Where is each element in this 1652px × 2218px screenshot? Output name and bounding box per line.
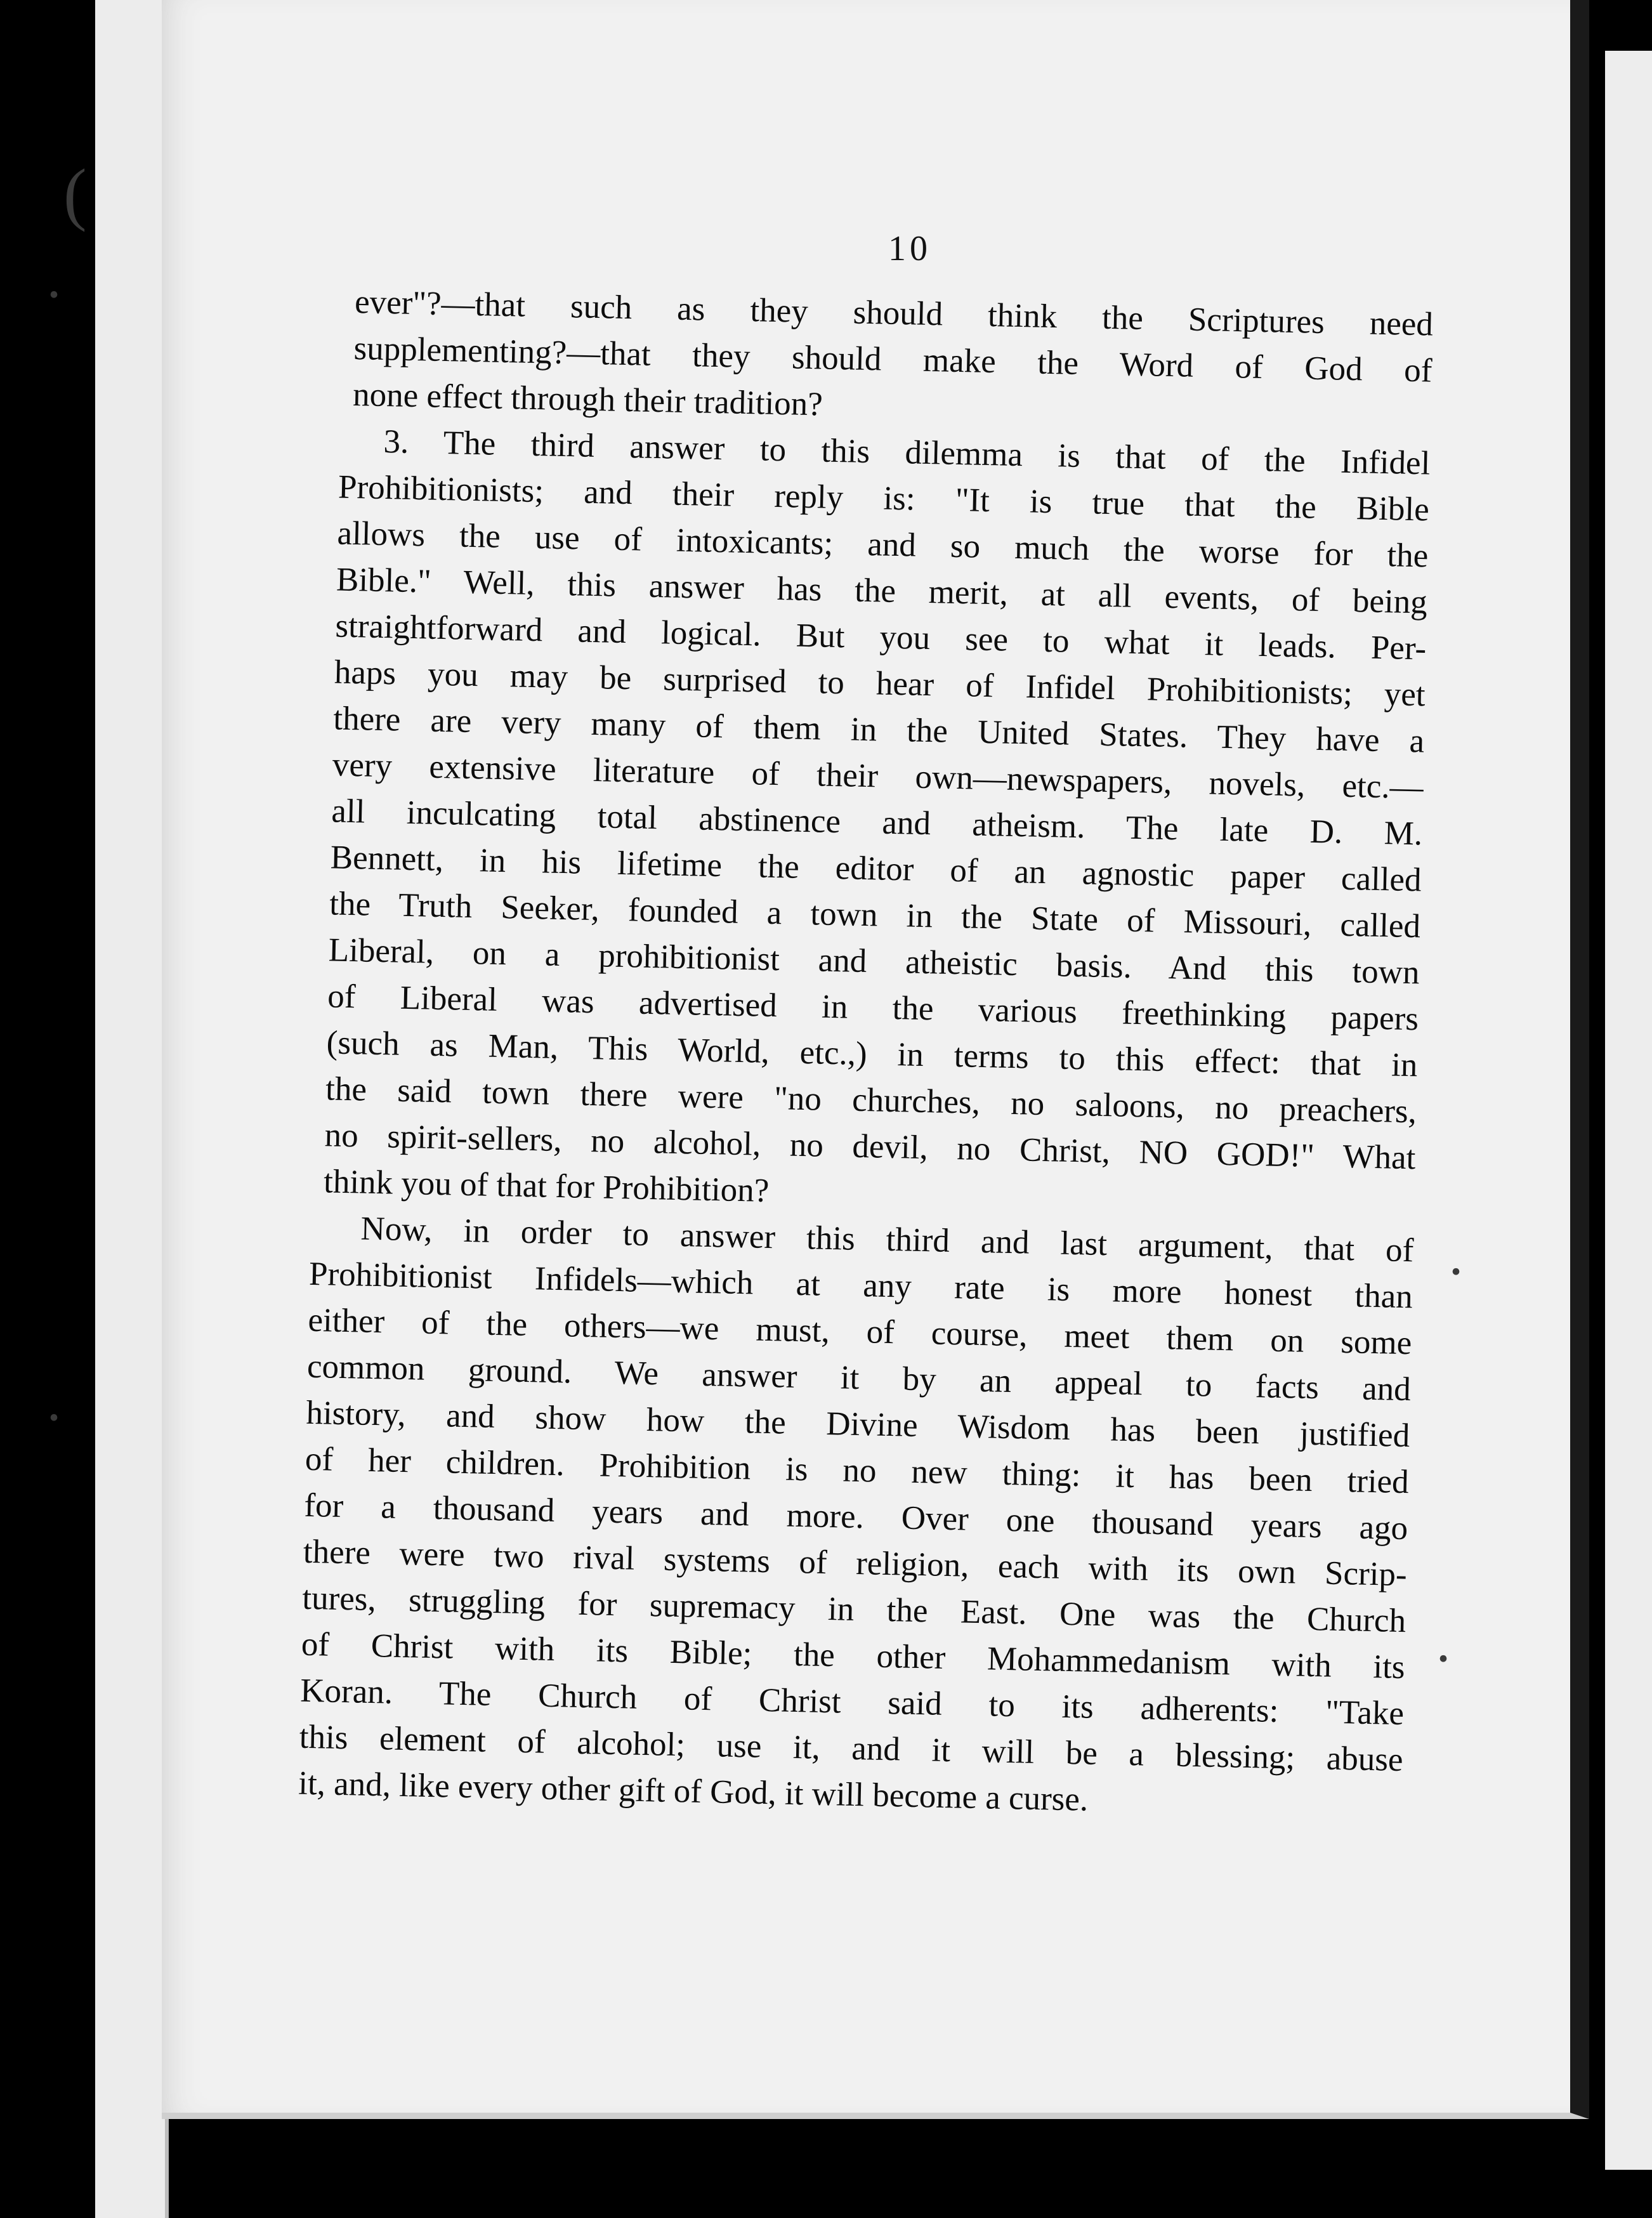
text-line: the Truth Seeker, founded a town in the State of Missouri, called — [329, 885, 1421, 945]
body-text — [298, 279, 1434, 1830]
right-page-edge — [1605, 51, 1652, 2170]
text-line: very extensive literature of their own—newspapers, novels, etc.— — [332, 746, 1424, 806]
left-page-edge — [95, 0, 169, 2218]
text-line: Bible." Well, this answer has the merit, at all events, of being — [336, 561, 1428, 621]
text-line: history, and show how the Divine Wisdom has been justified — [305, 1394, 1410, 1455]
page-number: 10 — [888, 229, 931, 268]
text-line: allows the use of intoxicants; and so much the worse for the — [336, 515, 1429, 575]
text-line: common ground. We answer it by an appeal to facts and — [306, 1348, 1412, 1408]
text-line: haps you may be surprised to hear of Infidel Prohibitionists; yet — [334, 653, 1426, 714]
text-line: Prohibitionist Infidels—which at any rate is more honest than — [308, 1255, 1413, 1316]
text-line: of Christ with its Bible; the other Mohammedanism with its — [301, 1625, 1406, 1686]
text-line: for a thousand years and more. Over one thousand years ago — [303, 1486, 1408, 1547]
text-line: no spirit-sellers, no alcohol, no devil, no Christ, NO GOD!" What — [324, 1117, 1416, 1177]
margin-mark: · — [1434, 1627, 1453, 1690]
paragraph — [352, 279, 1433, 441]
paragraph — [298, 1205, 1414, 1830]
text-line: all inculcating total abstinence and atheism. The late D. M. — [331, 792, 1423, 853]
text-line: (such as Man, This World, etc.,) in terms to this effect: that in — [326, 1024, 1419, 1084]
paragraph — [323, 418, 1431, 1228]
text-line: either of the others—we must, of course, meet them on some — [308, 1301, 1412, 1362]
text-line: Koran. The Church of Christ said to its adherents: "Take — [299, 1672, 1405, 1733]
text-line: of Liberal was advertised in the various freethinking papers — [327, 978, 1419, 1038]
margin-mark: · — [44, 1386, 63, 1449]
text-line: supplementing?—that they should make the Word of God of — [353, 329, 1432, 390]
text-line: Now, in order to answer this third and last argument, that of — [360, 1210, 1414, 1270]
text-line: 3. The third answer to this dilemma is that of the Infidel — [383, 423, 1431, 482]
text-line: think you of that for Prohibition? — [323, 1163, 770, 1209]
margin-mark: ( — [63, 155, 87, 232]
text-line: Prohibitionists; and their reply is: "It is true that the Bible — [338, 468, 1430, 528]
text-line: tures, struggling for supremacy in the East. One was the Church — [301, 1579, 1406, 1640]
text-line: this element of alcohol; use it, and it will be a blessing; abuse — [299, 1718, 1404, 1779]
text-line: none effect through their tradition? — [352, 376, 823, 423]
text-line: straightforward and logical. But you see to what it leads. Per- — [334, 607, 1427, 667]
text-line: Liberal, on a prohibitionist and atheistic basis. And this town — [328, 931, 1420, 992]
text-line: it, and, like every other gift of God, it will become a curse. — [298, 1764, 1089, 1818]
text-line: ever"?—that such as they should think the Scriptures need — [354, 283, 1434, 343]
text-line: there were two rival systems of religion, each with its own Scrip- — [303, 1533, 1408, 1594]
text-line: Bennett, in his lifetime the editor of an agnostic paper called — [330, 839, 1422, 899]
text-line: there are very many of them in the United States. They have a — [332, 700, 1425, 760]
text-line: of her children. Prohibition is no new thing: it has been tried — [305, 1440, 1410, 1501]
margin-mark: · — [1446, 1240, 1465, 1303]
margin-mark: · — [44, 263, 63, 326]
text-line: the said town there were "no churches, no saloons, no preachers, — [325, 1070, 1417, 1131]
